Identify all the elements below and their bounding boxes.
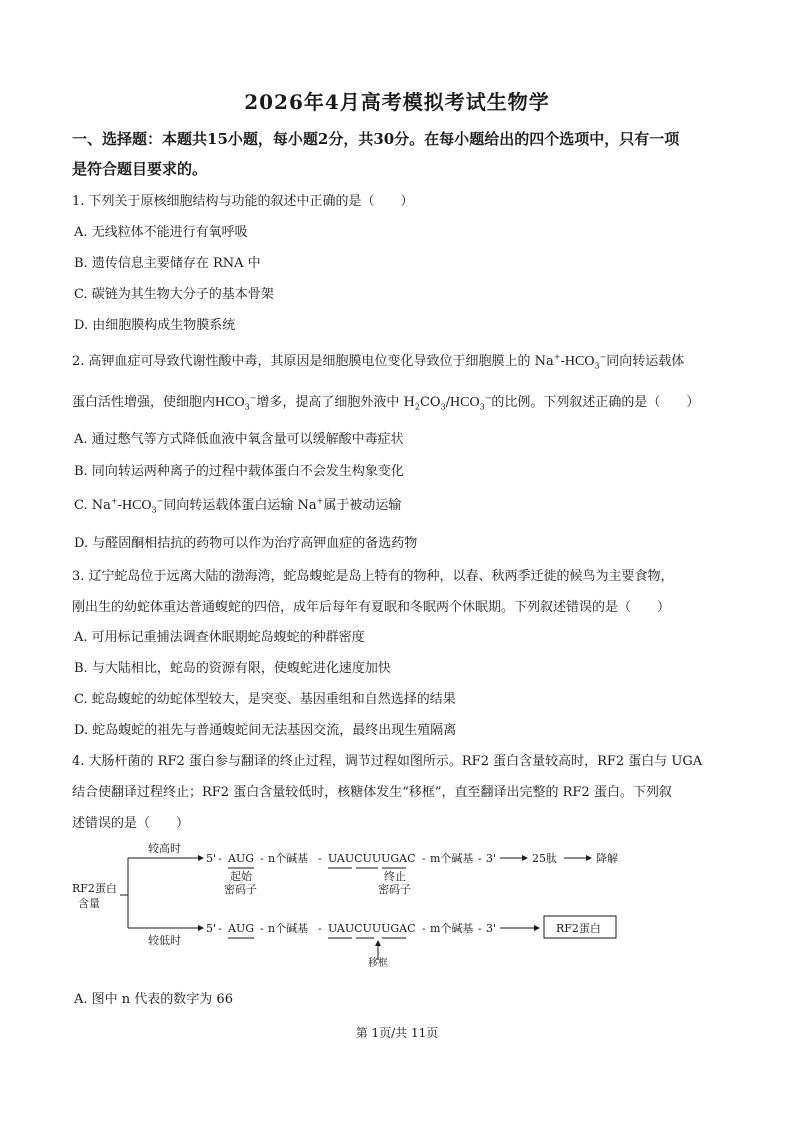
arrow-head xyxy=(586,855,592,861)
q3-option-a: A. 可用标记重捕法调查休眠期蛇岛蝮蛇的种群密度 xyxy=(74,630,365,645)
arrow-head xyxy=(198,855,204,861)
slash: / xyxy=(445,395,451,410)
dash: - xyxy=(117,498,122,513)
q2-option-d: D. 与醛固酮相拮抗的药物可以作为治疗高钾血症的备选药物 xyxy=(74,536,418,551)
arrow-head xyxy=(375,940,381,946)
page-title: 2026年4月高考模拟考试生物学 xyxy=(244,90,550,114)
subscript: 2 xyxy=(414,402,420,412)
dash: - xyxy=(318,852,322,865)
peptide-product: 25肽 xyxy=(532,852,557,865)
subscript: 3 xyxy=(440,402,446,412)
q2-stem-line-1 xyxy=(72,350,732,371)
rf2-content-label: RF2蛋白 xyxy=(72,882,117,895)
section-heading-line-1: 一、选择题：本题共15小题，每小题2分，共30分。在每小题给出的四个选项中，只有一项 xyxy=(72,130,680,148)
formula-hco: HCO xyxy=(564,354,595,369)
superscript: − xyxy=(249,393,257,403)
superscript: + xyxy=(316,496,324,506)
formula-hco: HCO xyxy=(215,395,245,410)
dash: - xyxy=(318,922,322,935)
start-codon-label: 起始 xyxy=(230,870,252,883)
dash: - xyxy=(560,354,565,369)
sequence: UAUCUUUGAC xyxy=(328,852,416,865)
q1-option-b: B. 遗传信息主要储存在 RNA 中 xyxy=(74,256,261,271)
arrow-head xyxy=(198,925,204,931)
three-prime: 3' xyxy=(486,922,497,935)
rf2-protein-label: RF2蛋白 xyxy=(556,922,601,935)
low-label: 较低时 xyxy=(148,934,181,947)
start-codon: AUG xyxy=(228,852,255,865)
q2-option-b: B. 同向转运两种离子的过程中载体蛋白不会发生构象变化 xyxy=(74,464,404,479)
dash: - xyxy=(260,852,264,865)
degrade-label: 降解 xyxy=(596,852,618,865)
q3-stem-line-1: 3. 辽宁蛇岛位于远离大陆的渤海湾，蛇岛蝮蛇是岛上特有的物种，以春、秋两季迁徙的候鸟为主要食物， xyxy=(72,569,674,584)
q2-option-c-text: C. Na xyxy=(74,498,111,513)
five-prime: 5' xyxy=(206,852,217,865)
start-codon: AUG xyxy=(228,922,255,935)
q3-option-b: B. 与大陆相比，蛇岛的资源有限，使蝮蛇进化速度加快 xyxy=(74,661,391,676)
superscript: − xyxy=(156,496,164,506)
q2-stem-text: 蛋白活性增强，使细胞内 xyxy=(72,395,216,410)
superscript: − xyxy=(484,393,492,403)
dash: - xyxy=(260,922,264,935)
q2-stem-text: 同向转运载体 xyxy=(606,354,685,369)
q2-option-a: A. 通过憋气等方式降低血液中氧含量可以缓解酸中毒症状 xyxy=(74,432,404,447)
frameshift-label: 移框 xyxy=(368,958,388,968)
three-prime: 3' xyxy=(486,852,497,865)
formula-co: CO xyxy=(419,395,441,410)
q2-stem-text: 2. 高钾血症可导致代谢性酸中毒，其原因是细胞膜电位变化导致位于细胞膜上的 Na xyxy=(72,354,554,369)
subscript: 3 xyxy=(151,505,157,515)
superscript: + xyxy=(553,352,561,362)
rf2-regulation-diagram xyxy=(70,838,630,968)
formula-hco: HCO xyxy=(450,395,480,410)
dash: - xyxy=(422,852,426,865)
dash: - xyxy=(478,922,482,935)
q4-stem-line-2: 结合使翻译过程终止；RF2 蛋白含量较低时，核糖体发生“移框”，直至翻译出完整的 RF2 蛋白。下列叙 xyxy=(72,785,672,800)
dash: - xyxy=(218,852,222,865)
q2-stem-line-2 xyxy=(72,391,732,412)
section-heading xyxy=(72,124,732,184)
dash: - xyxy=(422,922,426,935)
arrow-head xyxy=(534,925,540,931)
q3-option-d: D. 蛇岛蝮蛇的祖先与普通蝮蛇间无法基因交流，最终出现生殖隔离 xyxy=(74,723,457,738)
q4-option-a: A. 图中 n 代表的数字为 66 xyxy=(74,992,233,1007)
dash: - xyxy=(478,852,482,865)
q1-option-a: A. 无线粒体不能进行有氧呼吸 xyxy=(74,225,248,240)
m-bases: m个碱基 xyxy=(430,922,474,935)
q3-stem-line-2: 刚出生的幼蛇体重达普通蝮蛇的四倍，成年后每年有夏眠和冬眠两个休眠期。下列叙述错误的是（ ） xyxy=(72,600,671,615)
stop-codon-label: 密码子 xyxy=(378,883,411,896)
high-label: 较高时 xyxy=(148,842,181,855)
page-footer: 第 1页/共 11页 xyxy=(355,1026,439,1040)
n-bases: n个碱基 xyxy=(268,922,309,935)
q1-option-c: C. 碳链为其生物大分子的基本骨架 xyxy=(74,287,274,302)
q2-option-c-text: 属于被动运输 xyxy=(323,498,402,513)
start-codon-label: 密码子 xyxy=(224,883,257,896)
q2-stem-text: 的比例。下列叙述正确的是（ ） xyxy=(491,395,700,410)
stop-codon-label: 终止 xyxy=(384,870,406,883)
q3-option-c: C. 蛇岛蝮蛇的幼蛇体型较大，是突变、基因重组和自然选择的结果 xyxy=(74,692,456,707)
five-prime: 5' xyxy=(206,922,217,935)
dash: - xyxy=(218,922,222,935)
q2-stem-text: 增多，提高了细胞外液中 H xyxy=(256,395,415,410)
formula-hco: HCO xyxy=(121,498,152,513)
n-bases: n个碱基 xyxy=(268,852,309,865)
subscript: 3 xyxy=(479,402,485,412)
superscript: + xyxy=(110,496,118,506)
q2-option-c-text: 同向转运载体蛋白运输 Na xyxy=(163,498,317,513)
superscript: − xyxy=(599,352,607,362)
q4-stem-line-3: 述错误的是（ ） xyxy=(72,816,190,831)
rf2-content-label: 含量 xyxy=(78,897,100,910)
subscript: 3 xyxy=(244,402,250,412)
q2-option-c xyxy=(74,494,734,515)
q1-stem: 1. 下列关于原核细胞结构与功能的叙述中正确的是（ ） xyxy=(72,194,414,209)
subscript: 3 xyxy=(594,361,600,371)
m-bases: m个碱基 xyxy=(430,852,474,865)
q4-stem-line-1: 4. 大肠杆菌的 RF2 蛋白参与翻译的终止过程，调节过程如图所示。RF2 蛋白含量较高时，RF2 蛋白与 UGA xyxy=(72,754,703,769)
arrow-head xyxy=(522,855,528,861)
q1-option-d: D. 由细胞膜构成生物膜系统 xyxy=(74,318,236,333)
sequence: UAUCUUUGAC xyxy=(328,922,416,935)
section-heading-line-2: 是符合题目要求的。 xyxy=(72,160,208,178)
